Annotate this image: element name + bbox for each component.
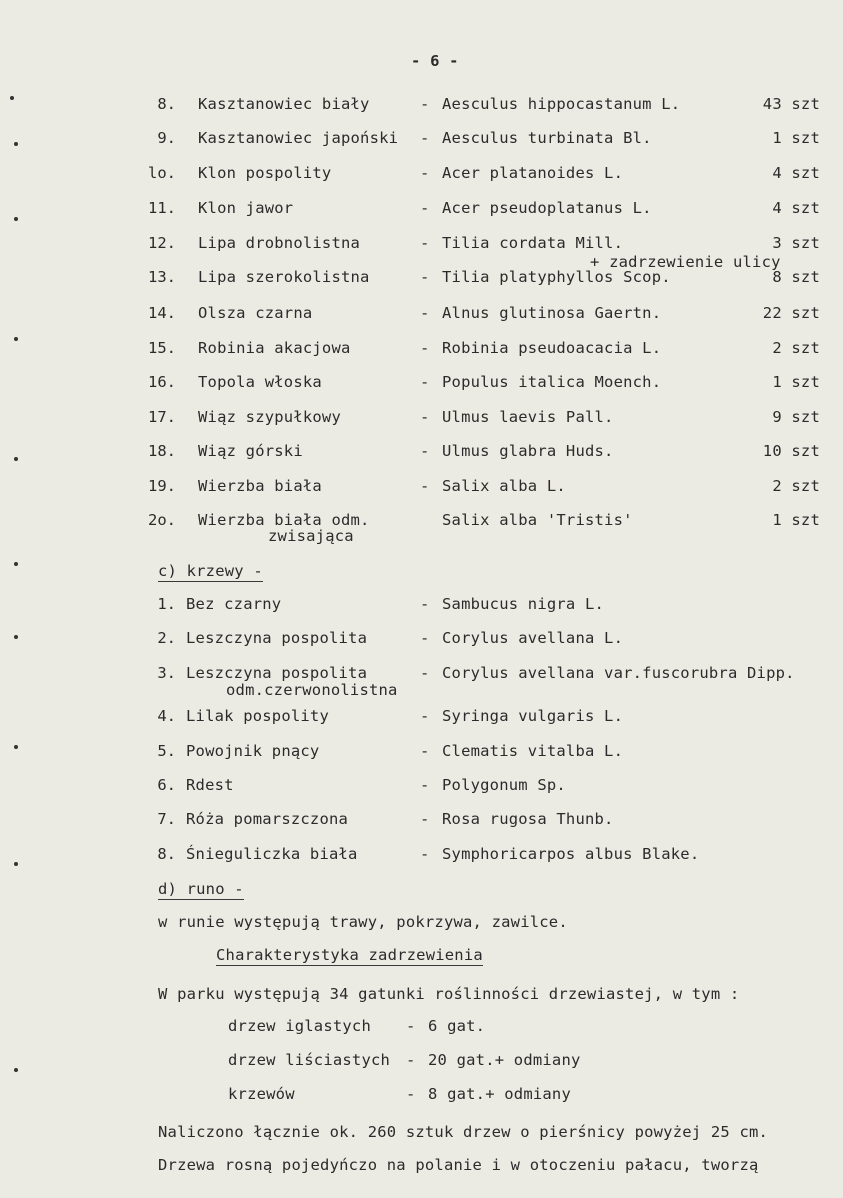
shrubs-heading: c) krzewy - [158,562,263,580]
tree-quantity: 1 szt [772,373,820,391]
shrub-latin-name: Clematis vitalba L. [442,742,624,760]
tree-number: 2o. [148,511,176,529]
tree-dash: - [420,304,430,322]
shrub-polish-name: Powojnik pnący [186,742,320,760]
tree-number: 11. [148,199,176,217]
count-label: drzew liściastych [228,1051,391,1069]
shrub-polish-name: Rdest [186,776,234,794]
tree-latin-name: Tilia platyphyllos Scop. [442,268,671,286]
shrub-latin-name: Sambucus nigra L. [442,595,605,613]
tree-latin-name: Aesculus turbinata Bl. [442,129,652,147]
tree-latin-name: Robinia pseudoacacia L. [442,339,662,357]
tree-latin-name: Acer platanoides L. [442,164,624,182]
paragraph-2: Drzewa rosną pojedyńczo na polanie i w otoczeniu pałacu, tworzą [158,1156,759,1174]
tree-latin-name: Salix alba L. [442,477,566,495]
tree-latin-name: Acer pseudoplatanus L. [442,199,652,217]
count-value: 20 gat.+ odmiany [428,1051,581,1069]
tree-latin-name: Alnus glutinosa Gaertn. [442,304,662,322]
margin-dot [14,142,18,146]
tree-dash: - [420,95,430,113]
tree-dash: - [420,199,430,217]
tree-quantity: 10 szt [762,442,820,460]
margin-dot [14,1068,18,1072]
tree-polish-name: Klon pospolity [198,164,332,182]
shrub-number: 2. [157,629,176,647]
tree-polish-name: Wiąz górski [198,442,303,460]
tree-number: 19. [148,477,176,495]
tree-dash: - [420,442,430,460]
tree-quantity: 2 szt [772,477,820,495]
tree-quantity: 9 szt [772,408,820,426]
count-dash: - [406,1085,416,1103]
tree-latin-name: Tilia cordata Mill. [442,234,624,252]
count-value: 8 gat.+ odmiany [428,1085,571,1103]
tree-quantity: 1 szt [772,511,820,529]
shrub-dash: - [420,664,430,682]
margin-dot [14,862,18,866]
tree-quantity: 1 szt [772,129,820,147]
tree-polish-name: Wierzba biała odm. [198,511,370,529]
tree-quantity: 3 szt [772,234,820,252]
tree-polish-name: Klon jawor [198,199,294,217]
tree-latin-name: Populus italica Moench. [442,373,662,391]
tree-latin-name: Ulmus laevis Pall. [442,408,614,426]
summary-line: W parku występują 34 gatunki roślinności drzewiastej, w tym : [158,985,740,1003]
tree-polish-name: Robinia akacjowa [198,339,351,357]
shrub-dash: - [420,810,430,828]
shrub-latin-name: Symphoricarpos albus Blake. [442,845,700,863]
characteristics-heading: Charakterystyka zadrzewienia [216,946,483,964]
count-label: drzew iglastych [228,1017,371,1035]
tree-number: 8. [157,95,176,113]
runo-text: w runie występują trawy, pokrzywa, zawilce. [158,913,568,931]
tree-number: 18. [148,442,176,460]
margin-dot [14,745,18,749]
tree-number: 12. [148,234,176,252]
paragraph-1: Naliczono łącznie ok. 260 sztuk drzew o pierśnicy powyżej 25 cm. [158,1123,769,1141]
tree-dash: - [420,373,430,391]
hazel-continuation: odm.czerwonolistna [226,681,398,699]
tree-polish-name: Topola włoska [198,373,322,391]
tree-dash: - [420,234,430,252]
shrub-polish-name: Bez czarny [186,595,282,613]
tree-number: 14. [148,304,176,322]
tree-polish-name: Lipa drobnolistna [198,234,361,252]
tree-number: 15. [148,339,176,357]
shrub-polish-name: Lilak pospolity [186,707,329,725]
tree-polish-name: Kasztanowiec japoński [198,129,399,147]
shrub-dash: - [420,595,430,613]
willow-continuation: zwisająca [268,527,354,545]
shrub-dash: - [420,845,430,863]
tree-quantity: 2 szt [772,339,820,357]
shrub-latin-name: Corylus avellana var.fuscorubra Dipp. [442,664,795,682]
tree-number: 16. [148,373,176,391]
tree-dash: - [420,164,430,182]
shrub-number: 8. [157,845,176,863]
margin-dot [14,562,18,566]
shrub-number: 7. [157,810,176,828]
shrub-dash: - [420,776,430,794]
shrub-polish-name: Róża pomarszczona [186,810,349,828]
shrub-dash: - [420,707,430,725]
shrub-number: 3. [157,664,176,682]
shrub-latin-name: Corylus avellana L. [442,629,624,647]
tree-quantity: 4 szt [772,164,820,182]
shrub-number: 1. [157,595,176,613]
margin-dot [14,337,18,341]
margin-dot [14,217,18,221]
tree-quantity: 43 szt [762,95,820,113]
tree-quantity: 8 szt [772,268,820,286]
shrub-number: 5. [157,742,176,760]
tree-polish-name: Kasztanowiec biały [198,95,370,113]
page-number: - 6 - [411,52,459,70]
margin-dot [14,457,18,461]
tree-latin-name: Salix alba 'Tristis' [442,511,633,529]
shrub-latin-name: Syringa vulgaris L. [442,707,624,725]
tree-number: 13. [148,268,176,286]
tree-number: 9. [157,129,176,147]
count-label: krzewów [228,1085,295,1103]
tree-dash: - [420,268,430,286]
tree-latin-name: Aesculus hippocastanum L. [442,95,681,113]
tree-polish-name: Olsza czarna [198,304,313,322]
tree-quantity: 22 szt [762,304,820,322]
tree-dash: - [420,339,430,357]
count-value: 6 gat. [428,1017,486,1035]
shrub-polish-name: Śnieguliczka biała [186,845,358,863]
margin-dot [14,635,18,639]
count-dash: - [406,1051,416,1069]
shrub-latin-name: Polygonum Sp. [442,776,566,794]
count-dash: - [406,1017,416,1035]
shrub-dash: - [420,742,430,760]
tree-dash: - [420,408,430,426]
tree-polish-name: Wiąz szypułkowy [198,408,341,426]
tree-polish-name: Wierzba biała [198,477,322,495]
tree-number: lo. [148,164,176,182]
shrub-number: 4. [157,707,176,725]
shrub-polish-name: Leszczyna pospolita [186,629,368,647]
shrub-dash: - [420,629,430,647]
tree-latin-name: Ulmus glabra Huds. [442,442,614,460]
tree-number: 17. [148,408,176,426]
shrub-number: 6. [157,776,176,794]
tree-dash: - [420,129,430,147]
shrub-polish-name: Leszczyna pospolita [186,664,368,682]
tree-quantity: 4 szt [772,199,820,217]
runo-heading: d) runo - [158,880,244,898]
shrub-latin-name: Rosa rugosa Thunb. [442,810,614,828]
tree-dash: - [420,477,430,495]
tree-polish-name: Lipa szerokolistna [198,268,370,286]
margin-dot [10,96,14,100]
linden-note: + zadrzewienie ulicy [590,253,781,271]
